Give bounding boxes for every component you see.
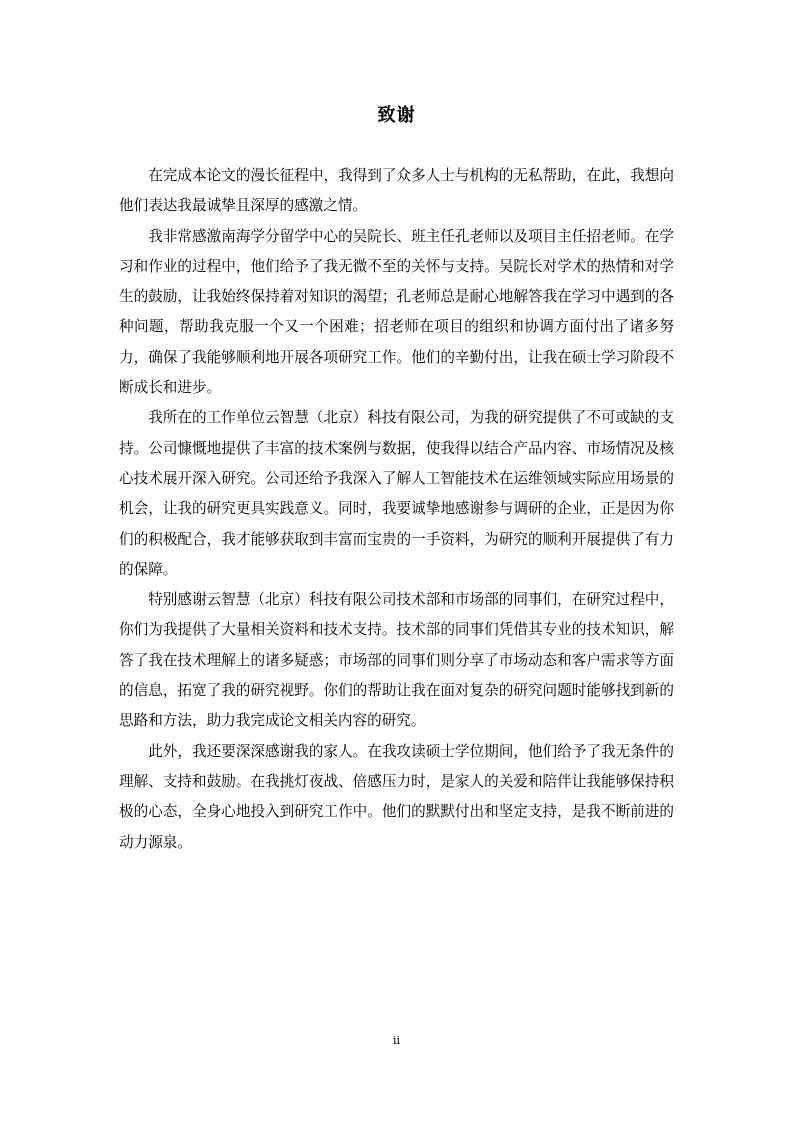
page-title: 致谢 xyxy=(377,105,416,126)
paragraph-company: 我所在的工作单位云智慧（北京）科技有限公司，为我的研究提供了不可或缺的支持。公司慷慨地提供了丰富的技术案例与数据，使我得以结合产品内容、市场情况及核心技术展开深入研究。公司还给予我深入了解人工智能技术在运维领域实际应用场景的机会，让我的研究更具实践意义。同时，我要诚挚地感谢参与调研的企业，正是因为你们的积极配合，我才能够获取到丰富而宝贵的一手资料，为研究的顺利开展提供了有力的保障。 xyxy=(119,409,674,578)
page-number: ii xyxy=(392,1034,401,1047)
paragraph-intro: 在完成本论文的漫长征程中，我得到了众多人士与机构的无私帮助，在此，我想向他们表达我最诚挚且深厚的感激之情。 xyxy=(119,167,674,215)
paragraph-colleagues: 特别感谢云智慧（北京）科技有限公司技术部和市场部的同事们，在研究过程中，你们为我提供了大量相关资料和技术支持。技术部的同事们凭借其专业的技术知识，解答了我在技术理解上的诸多疑惑；市场部的同事们则分享了市场动态和客户需求等方面的信息，拓宽了我的研究视野。你们的帮助让我在面对复杂的研究问题时能够找到新的思路和方法，助力我完成论文相关内容的研究。 xyxy=(119,591,674,730)
acknowledgement-body xyxy=(119,161,674,858)
paragraph-teachers: 我非常感激南海学分留学中心的吴院长、班主任孔老师以及项目主任招老师。在学习和作业的过程中，他们给予了我无微不至的关怀与支持。吴院长对学术的热情和对学生的鼓励，让我始终保持着对知识的渴望；孔老师总是耐心地解答我在学习中遇到的各种问题，帮助我克服一个又一个困难；招老师在项目的组织和协调方面付出了诸多努力，确保了我能够顺利地开展各项研究工作。他们的辛勤付出，让我在硕士学习阶段不断成长和进步。 xyxy=(119,227,674,397)
paragraph-family: 此外，我还要深深感谢我的家人。在我攻读硕士学位期间，他们给予了我无条件的理解、支持和鼓励。在我挑灯夜战、倍感压力时，是家人的关爱和陪伴让我能够保持积极的心态，全身心地投入到研究工作中。他们的默默付出和坚定支持，是我不断前进的动力源泉。 xyxy=(119,742,674,851)
